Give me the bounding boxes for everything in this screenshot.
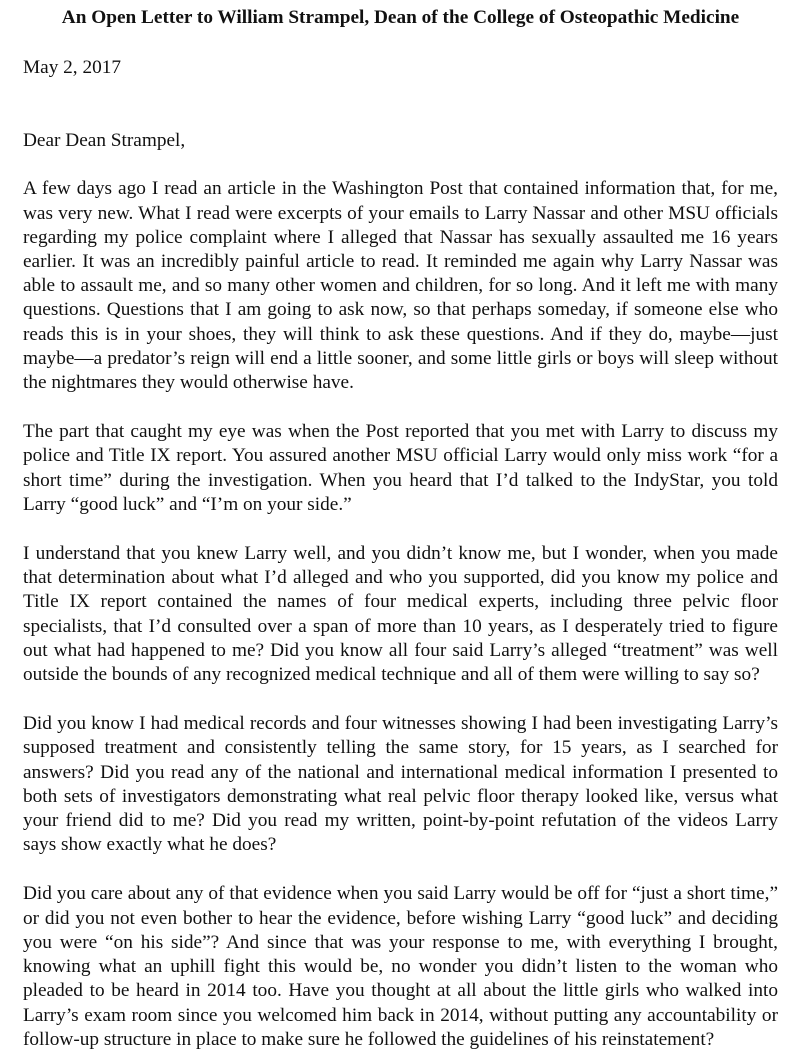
letter-title: An Open Letter to William Strampel, Dean of the College of Osteopathic Medicine	[61, 7, 740, 28]
paragraph-5: Did you care about any of that evidence when you said Larry would be off for “just a short time,” or did you not even bother to hear the evidence, before wishing Larry “good luck” and deciding you were “on his side”? And since that was your response to me, with everything I brought, knowing what an uphill fight this would be, no wonder you didn’t listen to the woman who pleaded to be heard in 2014 too. Have you thought at all about the little girls who walked into Larry’s exam room since you welcomed him back in 2014, without putting any accountability or follow-up structure in place to make sure he followed the guidelines of his reinstatement?	[23, 883, 778, 1050]
paragraph-1: A few days ago I read an article in the Washington Post that contained information that, for me, was very new. What I read were excerpts of your emails to Larry Nassar and other MSU officials regarding my police complaint where I alleged that Nassar has sexually assaulted me 16 years earlier. It was an incredibly painful article to read. It reminded me again why Larry Nassar was able to assault me, and so many other women and children, for so long. And it left me with many questions. Questions that I am going to ask now, so that perhaps someday, if someone else who reads this is in your shoes, they will think to ask these questions. And if they do, maybe—just maybe—a predator’s reign will end a little sooner, and some little girls or boys will sleep without the nightmares they would otherwise have.	[23, 178, 778, 394]
paragraph-2: The part that caught my eye was when the Post reported that you met with Larry to discuss my police and Title IX report. You assured another MSU official Larry would only miss work “for a short time” during the investigation. When you heard that I’d talked to the IndyStar, you told Larry “good luck” and “I’m on your side.”	[23, 421, 778, 515]
paragraph-4: Did you know I had medical records and four witnesses showing I had been investigating Larry’s supposed treatment and consistently telling the same story, for 15 years, as I searched for answers? Did you read any of the national and international medical information I presented to both sets of investigators demonstrating what real pelvic floor therapy looked like, versus what your friend did to me? Did you read my written, point-by-point refutation of the videos Larry says show exactly what he does?	[23, 713, 778, 856]
letter-date: May 2, 2017	[23, 57, 122, 78]
paragraph-3: I understand that you knew Larry well, and you didn’t know me, but I wonder, when you made that determination about what I’d alleged and who you supported, did you know my police and Title IX report contained the names of four medical experts, including three pelvic floor specialists, that I’d consulted over a span of more than 10 years, as I desperately tried to figure out what had happened to me? Did you know all four said Larry’s alleged “treatment” was well outside the bounds of any recognized medical technique and all of them were willing to say so?	[23, 543, 778, 686]
letter-salutation: Dear Dean Strampel,	[23, 130, 186, 152]
